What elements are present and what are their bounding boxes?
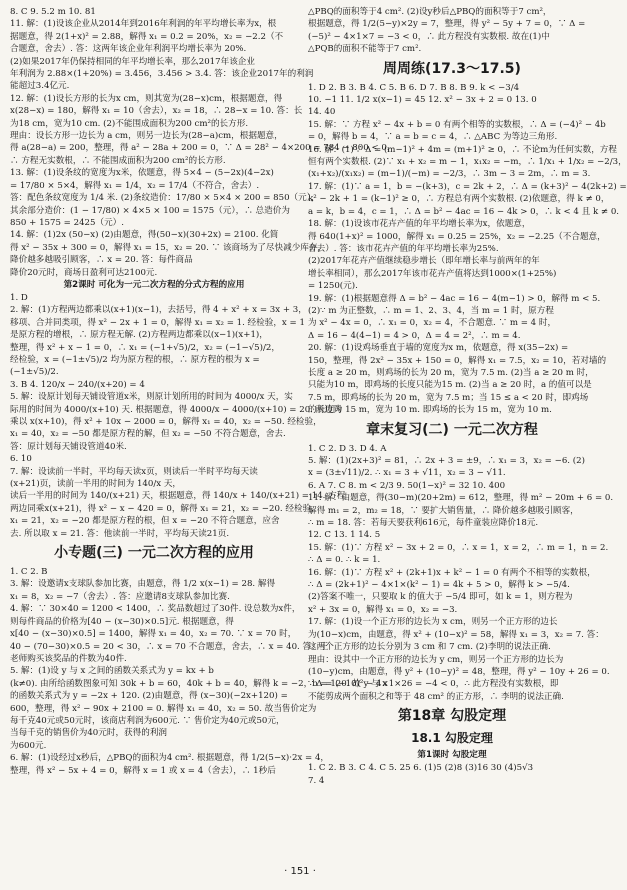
text-line: x² + 3x = 0，解得 x₁ = 0，x₂ = −3. [308, 604, 458, 615]
text-line: 恒有两个实数根. (2)∵ x₁ + x₂ = m − 1，x₁x₂ = −m，∴ 1/x₁ + 1/x₂ = −2/3， [308, 157, 627, 168]
text-line: x₁ = 21，x₂ = −20 都是原方程的根，但 x = −20 不符合题意，应舍 [10, 516, 280, 527]
text-line: (2)2017年花卉产值继续稳步增长（即年增长率与前两年的年 [308, 256, 540, 267]
text-line: ∴ Δ = 0. ∴ k = 1. [308, 555, 381, 566]
text-line: 只能为10 m，即鸡场的长度只能为15 m. (2)当 a ≥ 20 时，a 的值可以是 [308, 380, 592, 391]
text-line: 17. 解：(1)∵ a = 1，b = −(k+3)，c = 2k + 2，∴ Δ = (k+3)² − 4(2k+2) = [308, 181, 627, 192]
text-line: 其余部分造价：(1 − 17/80) × 4×5 × 100 = 1575（元），∴ 总造价为 [10, 205, 290, 216]
text-line: (x₁+x₂)/(x₁x₂) = (m−1)/(−m) = −2/3，∴ 3m − 3 = 2m，∴ m = 3. [308, 169, 591, 180]
text-line: 两边同乘x(x+21)，得 x² − x − 420 = 0，解得 x₁ = 21，x₂ = −20. 经检验， [10, 503, 320, 514]
text-line: 2. 解：(1)方程两边都乘以(x+1)(x−1)，去括号，得 4 + x² + x = 3x + 3， [10, 305, 307, 316]
text-line: 答：配色条纹宽度为 1/4 米. (2)条纹造价：17/80 × 5×4 × 200 = 850（元）， [10, 193, 320, 204]
text-line: 整理，得 x² + x − 1 = 0，∴ x₁ = (−1+√5)/2，x₂ = (−1−√5)/2， [10, 342, 280, 353]
text-line: ∵ Δ = (−10)² − 4×1×26 = −4 < 0，∴ 此方程没有实数根，即 [308, 679, 559, 690]
text-line: 3. 解：设邀请x支球队参加比赛，由题意，得 1/2 x(x−1) = 28. 解得 [10, 579, 276, 590]
text-line: 当每千克的销售价为40元时，获得的利润 [10, 728, 168, 739]
text-line: x₁ = 8，x₂ = −7（舍去）. 答：应邀请8支球队参加比赛. [10, 591, 230, 602]
text-line: 是原方程的增根，∴ 原方程无解. (2)方程两边都乘以(x−1)(x+1)， [10, 330, 268, 341]
text-line: 7.5 m，即鸡场的长为 20 m，宽为 7.5 m；当 15 ≤ a < 20 时，即鸡场 [308, 392, 589, 403]
text-line: 13. 解：(1)设条纹的宽度为x米，依题意，得 5×4 − (5−2x)(4−2x) [10, 168, 274, 179]
text-line: 1. D 2. B 3. B 4. C 5. B 6. D 7. B 8. B 9. k < −3/4 [308, 82, 520, 93]
text-line: 4. 解：∵ 30×40 = 1200 < 1400，∴ 奖品数超过了30件. 设总数为x件， [10, 604, 301, 615]
page-number: · 151 · [284, 866, 316, 877]
text-line: 1. C 2. D 3. D 4. A [308, 443, 387, 454]
text-line: k² − 2k + 1 = (k−1)² ≥ 0，∴ 方程总有两个实数根. (2)依题意，得 k ≠ 0， [308, 194, 610, 205]
text-line: 这两个正方形的边长分别为 3 cm 和 7 cm. (2)李明的说法正确. [308, 642, 551, 653]
text-line: 长度 a ≥ 20 m，则鸡场的长为 20 m，宽为 7.5 m. (2)当 a ≥ 20 m 时， [308, 367, 594, 378]
text-line: (10−y)cm，由题意，得 y² + (10−y)² = 48，整理，得 y² − 10y + 26 = 0. [308, 666, 610, 677]
text-line: 17. 解：(1)设一个正方形的边长为 x cm，则另一个正方形的边长 [308, 617, 558, 628]
text-line: 11. 解：(1)设该企业从2014年到2016年利润的年平均增长率为x，根 [10, 19, 277, 30]
text-line: 增长率相同），那么2017年该市花卉产值将达到1000×(1+25%) [308, 268, 557, 279]
text-line: 移项、合并同类项，得 x² − 2x + 1 = 0，解得 x₁ = x₂ = 1. 经检验，x = 1 [10, 317, 305, 328]
text-line: 16. 解：(1)∵ Δ = (m−1)² + 4m = (m+1)² ≥ 0，∴ 不论m为任何实数，方程 [308, 144, 617, 155]
text-line: △PQB的面积不能等于7 cm². [308, 44, 422, 55]
text-line: 12. C 13. 1 14. 5 [308, 530, 381, 541]
text-line: 1. C 2. B 3. C 4. C 5. 25 6. (1)5 (2)8 (3)16 30 (4)5√3 [308, 763, 534, 774]
text-line: 理由：设其中一个正方形的边长为 y cm，则另一个正方形的边长为 [308, 654, 564, 665]
text-line: 为(10−x)cm，由题意，得 x² + (10−x)² = 58，解得 x₁ = 3，x₂ = 7. 答： [308, 629, 604, 640]
section-heading: 章末复习(二) 一元二次方程 [366, 421, 538, 438]
text-line: 8. C 9. 5.2 m 10. 81 [10, 7, 96, 17]
section-heading: 18.1 勾股定理 [411, 731, 493, 746]
text-line: 3. B 4. 120/x − 240/(x+20) = 4 [10, 379, 145, 390]
text-line: 去. 所以取 x = 21. 答：他读前一半时，平均每天读21页. [10, 528, 230, 539]
text-line: 每千克40元或50元时，该商店利润为600元. ∵ 售价定为40元或50元， [10, 715, 285, 726]
text-line: 7. 解：设读前一半时，平均每天读x页，则读后一半时平均每天读 [10, 466, 258, 477]
text-line: 舍去）. 答：该市花卉产值的年平均增长率为25%. [308, 243, 499, 254]
text-line: 能超过3.4亿元. [10, 81, 70, 92]
text-line: Δ = 16 − 4(4−1) = 4 > 0，Δ = 4 = 2²，∴ m = 4. [308, 330, 521, 341]
text-line: (−1±√5)/2. [10, 367, 59, 378]
text-line: 为18 cm，宽为10 cm. (2)不能围成面积为200 cm²的长方形. [10, 118, 249, 129]
text-line: (2)如果2017年仍保持相同的年平均增长率，那么2017年该企业 [10, 56, 255, 67]
text-line: 1. C 2. B [10, 567, 48, 578]
text-line: 20. 解：(1)设鸡场垂直于墙的宽度为x m，依题意，得 x(35−2x) = [308, 343, 569, 354]
section-heading: 小专题(三) 一元二次方程的应用 [54, 545, 254, 562]
right-column [308, 6, 627, 787]
text-line: (2)∵ m 为正整数，∴ m = 1、2、3、4，当 m = 1 时，原方程 [308, 305, 554, 316]
text-line: (−5)² − 4×1×7 = −3 < 0，∴ 此方程没有实数根. 故在(1)中 [308, 31, 550, 42]
text-line: 理由：设长方形一边长为 a cm，则另一边长为(28−a)cm，根据题意， [10, 131, 283, 142]
text-line: 降价越多越吸引顾客，∴ x = 20. 答：每件商品 [10, 255, 193, 266]
text-line: 11. 解：由题意，得(30−m)(20+2m) = 612，整理，得 m² − 20m + 6 = 0. [308, 493, 614, 504]
text-line: 读后一半用的时间为 140/(x+21) 天，根据题意，得 140/x + 140/(x+21) = 14. 方程 [10, 491, 346, 502]
text-line: = 0，解得 b = 4，∵ a = b = c = 4，∴ △ABC 为等边三角形. [308, 132, 558, 143]
text-line: △PBQ的面积等于4 cm². (2)设y秒后△PBQ的面积等于7 cm²， [308, 7, 552, 17]
text-line: 16. 解：(1)∵ 方程 x² + (2k+1)x + k² − 1 = 0 有两个不相等的实数根， [308, 567, 596, 578]
text-line: 19. 解：(1)根据题意得 Δ = b² − 4ac = 16 − 4(m−1) > 0，解得 m < 5. [308, 293, 601, 304]
text-line: x(28−x) = 180，解得 x₁ = 10（舍去），x₂ = 18，∴ 28−x = 10. 答：长 [10, 106, 303, 117]
text-line: 经检验，x = (−1±√5)/2 均为原方程的根，∴ 原方程的根为 x = [10, 354, 260, 365]
text-line: (2)答案不唯一，只要取 k 的值大于 −5/4 即可，如 k = 1，则方程为 [308, 592, 573, 603]
text-line: 降价20元时，商场日盈利可达2100元. [10, 267, 158, 278]
text-line: 14. 解：(1)2x (50−x) (2)由题意，得(50−x)(30+2x) = 2100. 化简 [10, 230, 279, 241]
text-line: 乘以 x(x+10)，得 x² + 10x − 2000 = 0，解得 x₁ = 40，x₂ = −50. 经检验， [10, 417, 322, 427]
section-heading: 第1课时 勾股定理 [417, 750, 487, 761]
text-line: 6. 10 [10, 454, 32, 465]
text-line: 40 − (70−30)×0.5 = 20 < 30，∴ x = 70 不合题意，舍去，∴ x = 40. 答：王 [10, 641, 329, 652]
text-line: 不能剪成两个面积之和等于 48 cm² 的正方形，∴ 李明的说法正确. [308, 691, 564, 702]
text-line: 得 a(28−a) = 200，整理，得 a² − 28a + 200 = 0，∵ Δ = 28² − 4×200 = 784 − 800 < 0， [10, 143, 396, 154]
text-line: = 17/80 × 5×4，解得 x₁ = 1/4，x₂ = 17/4（不符合，舍去）. [10, 180, 260, 191]
text-line: 则每件商品的价格为[40 − (x−30)×0.5]元. 根据题意，得 [10, 616, 234, 627]
text-line: 600，整理，得 x² − 90x + 2100 = 0. 解得 x₁ = 40，x₂ = 50. 故当售价定为 [10, 703, 317, 714]
text-line: 14. 40 [308, 107, 336, 118]
text-line: 5. 解：(1)设 y 与 x 之间的函数关系式为 y = kx + b [10, 666, 214, 677]
text-line: 6. 解：(1)设经过x秒后，△PBQ的面积为4 cm². 根据题意，得 1/2(5−x)·2x = 4， [10, 753, 330, 764]
text-line: 得 640(1+x)² = 1000，解得 x₁ = 0.25 = 25%，x₂ = −2.25（不合题意， [308, 231, 606, 242]
text-line: 老师购买该奖品的件数为40件. [10, 653, 127, 664]
text-line: 整理，得 x² − 5x + 4 = 0，解得 x = 1 或 x = 4（舍去），∴ 1秒后 [10, 765, 276, 776]
text-line: 1. D [10, 292, 28, 303]
text-line: 据题意，得 2(1+x)² = 2.88，解得 x₁ = 0.2 = 20%，x₂ = −2.2（不 [10, 31, 284, 42]
text-line: = 1250(元). [308, 281, 358, 292]
text-line: 解得 m₁ = 2，m₂ = 18，∵ 要扩大销售量，∴ 降价越多越吸引顾客， [308, 505, 579, 516]
text-line: 年利润为 2.88×(1+20%) = 3.456，3.456 > 3.4. 答：该企业2017年的利润 [10, 69, 314, 80]
text-line: 7. 4 [308, 775, 325, 786]
text-line: 的函数关系式为 y = −2x + 120. (2)由题意，得 (x−30)(−2x+120) = [10, 691, 288, 702]
section-heading: 周周练(17.3～17.5) [383, 60, 521, 77]
text-line: 5. 解：(1)(2x+3)² = 81，∴ 2x + 3 = ±9，∴ x₁ = 3，x₂ = −6. (2) [308, 456, 585, 466]
text-line: 850 + 1575 = 2425（元）. [10, 217, 124, 228]
section-heading: 第2课时 可化为一元二次方程的分式方程的应用 [63, 279, 245, 290]
text-line: x[40 − (x−30)×0.5] = 1400，解得 x₁ = 40，x₂ = 70. ∵ x = 70 时， [10, 629, 297, 640]
text-line: x = (3±√11)/2. ∴ x₁ = 3 + √11，x₂ = 3 − √11. [308, 468, 506, 479]
text-line: 际用的时间为 4000/(x+10) 天. 根据题意，得 4000/x − 4000/(x+10) = 20. 两边同 [10, 404, 342, 415]
text-line: 15. 解：(1)∵ 方程 x² − 3x + 2 = 0，∴ x = 1，x = 2，∴ m = 1，n = 2. [308, 542, 609, 553]
text-line: 答：原计划每天铺设管道40米. [10, 441, 127, 452]
section-heading: 第18章 勾股定理 [397, 708, 507, 725]
text-line: 得 x² − 35x + 300 = 0，解得 x₁ = 15，x₂ = 20. ∵ 该商场为了尽快减少库存， [10, 242, 327, 253]
text-line: 为 x² − 4x = 0，∴ x₁ = 0，x₂ = 4，不合题意. ∵ m = 4 时， [308, 318, 557, 329]
text-line: 为600元. [10, 740, 47, 751]
text-line: 5. 解：设原计划每天铺设管道x米，则原计划所用的时间为 4000/x 天，实 [10, 392, 293, 403]
text-line: ∴ 方程无实数根，∴ 不能围成面积为200 cm²的长方形. [10, 155, 226, 166]
text-line: (k≠0). 由所给函数图象可知 30k + b = 60，40k + b = 40，解得 k = −2，b = 120. 故 y 与 x [10, 678, 388, 689]
text-line: 根据题意，得 1/2(5−y)×2y = 7，整理，得 y² − 5y + 7 = 0，∵ Δ = [308, 19, 586, 30]
text-line: a = k，b = 4，c = 1，∴ Δ = b² − 4ac = 16 − 4k > 0，∴ k < 4 且 k ≠ 0. [308, 206, 620, 217]
text-line: 10. −1 11. 1/2 x(x−1) = 45 12. x² − 3x + 2 = 0 13. 0 [308, 95, 537, 106]
text-line: 合题意，舍去）. 答：这两年该企业年利润平均增长率为 20%. [10, 44, 247, 55]
text-line: 15. 解：∵ 方程 x² − 4x + b = 0 有两个相等的实数根，∴ Δ = (−4)² − 4b [308, 119, 606, 130]
text-line: (x+21)页，读前一半用的时间为 140/x 天， [10, 479, 182, 490]
text-line: ∴ m = 18. 答：若每天要获利616元，每件童装应降价18元. [308, 518, 539, 529]
text-line: ∴ Δ = (2k+1)² − 4×1×(k² − 1) = 4k + 5 > 0，解得 k > −5/4. [308, 580, 570, 591]
text-line: 150，整理，得 2x² − 35x + 150 = 0，解得 x₁ = 7.5，x₂ = 10，若对墙的 [308, 355, 607, 366]
text-line: 6. A 7. C 8. m < 2/3 9. 50(1−x)² = 32 10. 400 [308, 480, 506, 491]
text-line: x₁ = 40，x₂ = −50 都是原方程的解，但 x₂ = −50 不符合题意，舍去. [10, 429, 286, 440]
text-line: 18. 解：(1)设该市花卉产值的年平均增长率为x，依题意， [308, 219, 531, 230]
text-line: 12. 解：(1)设长方形的长为x cm，则其宽为(28−x)cm，根据题意，得 [10, 93, 283, 104]
text-line: 的长度为 15 m，宽为 10 m. 即鸡场的长为 15 m，宽为 10 m. [308, 405, 552, 416]
